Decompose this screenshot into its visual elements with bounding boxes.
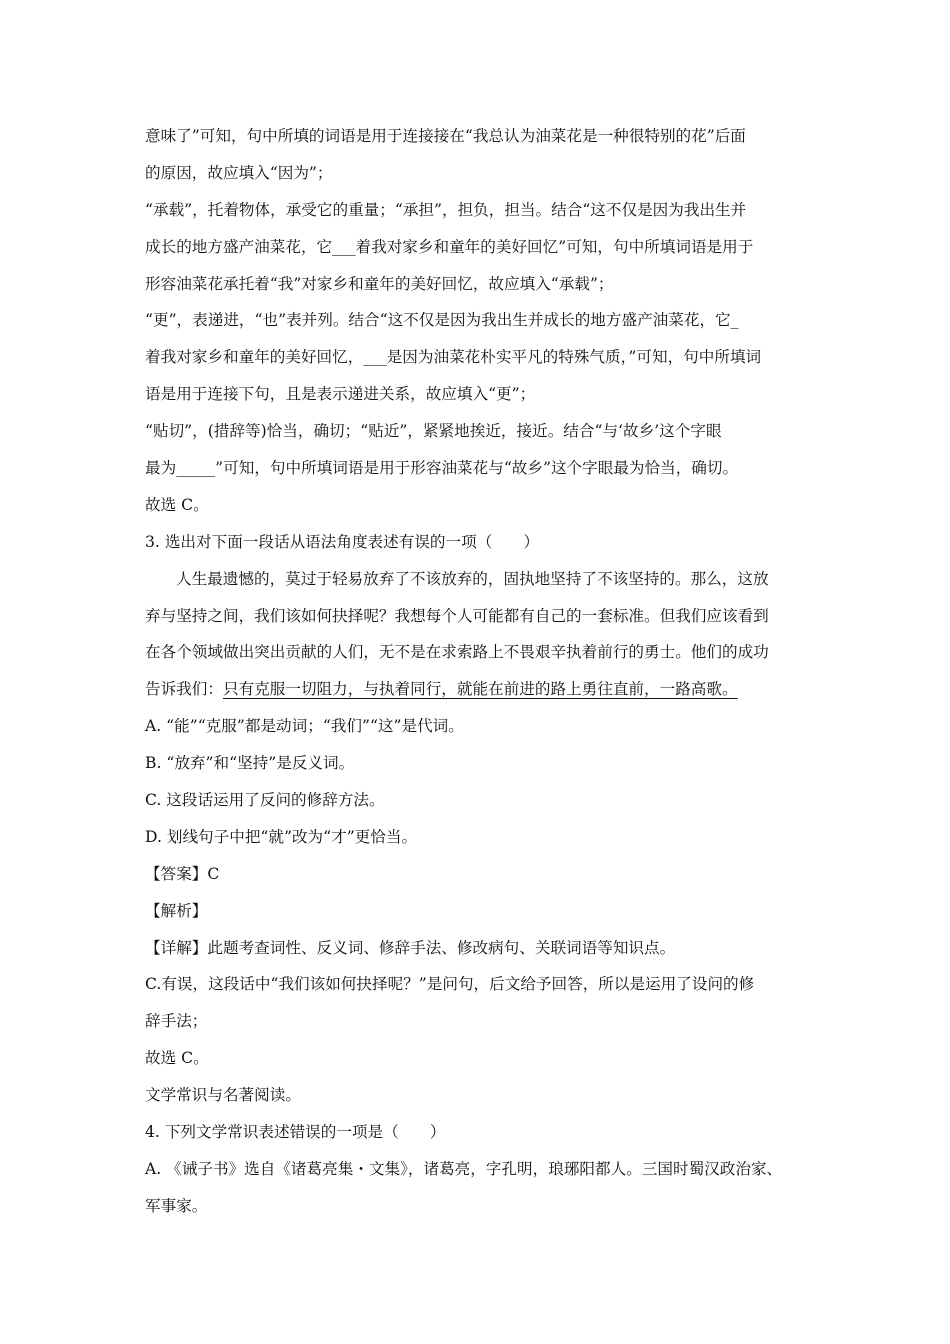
option-c: C. 这段话运用了反问的修辞方法。 [145,791,385,810]
text-line: 语是用于连接下句，且是表示递进关系，故应填入“更”； [145,385,536,404]
passage-line: 在各个领域做出突出贡献的人们，无不是在求索路上不畏艰辛执着前行的勇士。他们的成功 [145,643,769,662]
text-line: C.有误，这段话中“我们该如何抉择呢？”是问句，后文给予回答，所以是运用了设问的修 [145,975,755,994]
text-line: 最为_____”可知，句中所填词语是用于形容油菜花与“故乡”这个字眼最为恰当，确切。 [145,459,739,478]
text-line: 成长的地方盛产油菜花，它___着我对家乡和童年的美好回忆”可知，句中所填词语是用于 [145,237,754,256]
passage-text: 告诉我们： [145,680,223,699]
conclusion-line: 故选 C。 [145,1049,209,1068]
question-3-stem: 3. 选出对下面一段话从语法角度表述有误的一项（ ） [145,532,540,551]
option-d: D. 划线句子中把“就”改为“才”更恰当。 [145,827,418,846]
text-line: 形容油菜花承托着“我”对家乡和童年的美好回忆，故应填入“承载”； [145,274,614,293]
detail-line: 【详解】此题考查词性、反义词、修辞手法、修改病句、关联词语等知识点。 [145,938,676,957]
underlined-sentence: 只有克服一切阻力，与执着同行，就能在前进的路上勇往直前，一路高歌。 [222,680,738,699]
document-page [145,118,811,1225]
text-line: 的原因，故应填入“因为”； [145,163,333,182]
text-line: “更”，表递进，“也”表并列。结合“这不仅是因为我出生并成长的地方盛产油菜花，它_ [145,311,739,330]
question-4-stem: 4. 下列文学常识表述错误的一项是（ ） [145,1123,446,1142]
section-heading: 文学常识与名著阅读。 [145,1086,301,1105]
option-a: A. 《诫子书》选自《诸葛亮集・文集》，诸葛亮，字孔明，琅琊阳都人。三国时蜀汉政治家、 [145,1159,783,1178]
analysis-heading: 【解析】 [145,901,208,920]
text-line: “承载”，托着物体，承受它的重量；“承担”，担负，担当。结合“这不仅是因为我出生并 [145,200,747,219]
passage-line: 人生最遗憾的，莫过于轻易放弃了不该放弃的，固执地坚持了不该坚持的。那么，这放 [176,569,769,588]
option-a: A. “能”“克服”都是动词；“我们”“这”是代词。 [145,717,464,736]
conclusion-line: 故选 C。 [145,495,209,514]
text-line: “贴切”，(措辞等)恰当，确切；“贴近”，紧紧地挨近，接近。结合“与‘故乡’这个字眼 [145,422,722,441]
answer-line: 【答案】C [145,864,220,883]
option-b: B. “放弃”和“坚持”是反义词。 [145,754,355,773]
option-a-continued: 军事家。 [145,1196,208,1215]
passage-line [145,671,811,708]
text-line: 意味了”可知，句中所填的词语是用于连接接在“我总认为油菜花是一种很特别的花”后面 [145,127,746,145]
text-line: 辞手法； [145,1012,208,1031]
text-line: 着我对家乡和童年的美好回忆，___是因为油菜花朴实平凡的特殊气质，”可知，句中所填词 [145,348,762,367]
passage-line: 弃与坚持之间，我们该如何抉择呢？我想每个人可能都有自己的一套标准。但我们应该看到 [145,606,769,625]
